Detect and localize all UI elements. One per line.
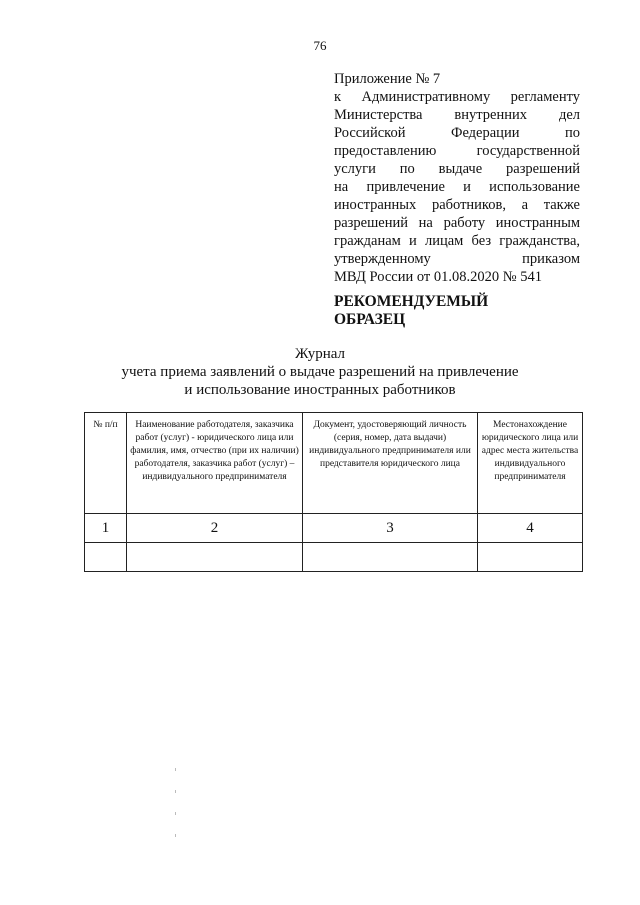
scan-artifact [175,790,176,793]
journal-title-line: Журнал [294,346,345,362]
journal-title-line: учета приема заявлений о выдаче разрешений на привлечение [121,364,519,380]
table-header-row [85,413,583,514]
header-cell: Документ, удостоверяющий личность (серия, номер, дата выдачи) индивидуального предпринимателя или представителя юридического лица [303,413,478,514]
appendix-line: утвержденному приказом [334,251,580,267]
appendix-line: услуги по выдаче разрешений [334,161,580,177]
appendix-header [334,70,580,286]
header-cell: № п/п [85,413,127,514]
appendix-line: к Административному регламенту [334,89,580,105]
column-number-row [85,514,583,543]
journal-title-line: и использование иностранных работников [184,382,456,398]
appendix-line: Российской Федерации по [334,125,580,141]
scan-artifact [175,834,176,837]
register-table [84,412,583,572]
empty-cell [85,543,127,572]
appendix-line: гражданам и лицам без гражданства, [334,233,580,249]
sample-label-line: РЕКОМЕНДУЕМЫЙ [334,293,489,310]
journal-title [0,345,640,399]
header-cell: Местонахождение юридического лица или адрес места жительства индивидуального предпринимателя [478,413,583,514]
sample-label-line: ОБРАЗЕЦ [334,311,406,328]
table-row [85,543,583,572]
appendix-line: иностранных работников, а также [334,197,580,213]
empty-cell [127,543,303,572]
appendix-line: разрешений на работу иностранным [334,215,580,231]
appendix-line: Министерства внутренних дел [334,107,580,123]
scan-artifact [175,768,176,771]
column-number-cell: 2 [127,514,303,543]
page-number: 76 [313,38,327,53]
empty-cell [478,543,583,572]
header-cell: Наименование работодателя, заказчика работ (услуг) - юридического лица или фамилия, имя, отчество (при их наличии) работодателя, заказчика работ (услуг) – индивидуального предпринимателя [127,413,303,514]
column-number-cell: 1 [85,514,127,543]
sample-label [334,293,488,329]
empty-cell [303,543,478,572]
appendix-line: МВД России от 01.08.2020 № 541 [334,269,542,285]
scan-artifact [175,812,176,815]
appendix-line: на привлечение и использование [334,179,580,195]
column-number-cell: 4 [478,514,583,543]
appendix-line: Приложение № 7 [334,71,441,87]
appendix-line: предоставлению государственной [334,143,580,159]
column-number-cell: 3 [303,514,478,543]
